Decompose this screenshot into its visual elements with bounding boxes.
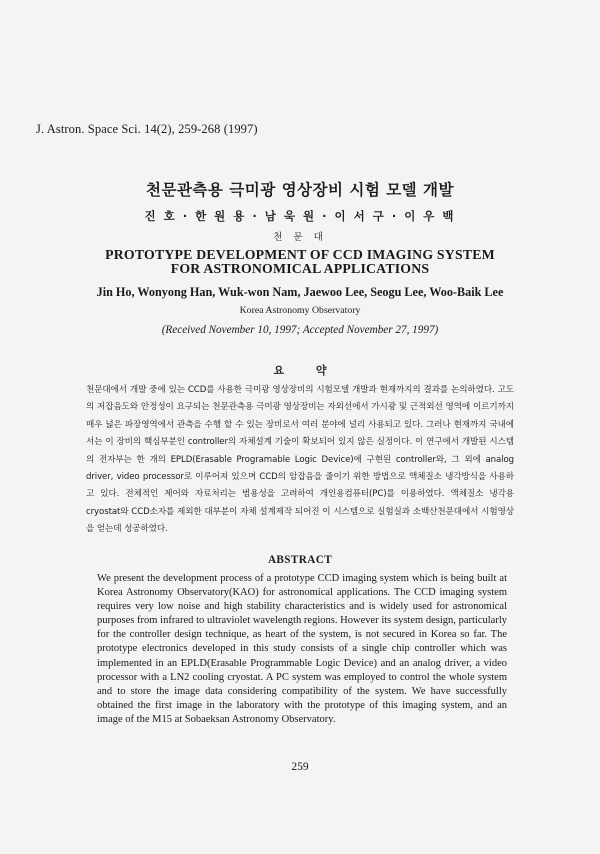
english-title <box>0 248 600 276</box>
english-abstract-body: We present the development process of a prototype CCD imaging system which is being built at Korea Astronomy Observatory(KAO) for astronomical applications. The CCD imaging system requires very low noise and high stability characteristics and is widely used for astronomical purposes from infrared to ultraviolet wavelength regions. However its system design, particularly for the controller design technique, as heart of the system, is not secured in Korea so far. The prototype electronics developed in this study consists of a single chip controller which was implemented in an EPLD(Erasable Programmable Logic Device) and an analog driver, a video processor with a LN2 cooling cryostat. A PC system was employed to control the whole system and to store the image data considering compatibility of the system. We have successfully obtained the first image in the laboratory with the prototype of this imaging system, and an image of the M15 at Sobaeksan Astronomy Observatory. <box>97 573 507 725</box>
english-authors: Jin Ho, Wonyong Han, Wuk-won Nam, Jaewoo Lee, Seogu Lee, Woo-Baik Lee <box>96 285 504 299</box>
english-title-line-2: FOR ASTRONOMICAL APPLICATIONS <box>170 261 430 276</box>
english-title-line-1: PROTOTYPE DEVELOPMENT OF CCD IMAGING SYSTEM <box>105 247 495 262</box>
korean-abstract-heading: 요 약 <box>273 364 341 377</box>
korean-abstract-body: 천문대에서 개발 중에 있는 CCD를 사용한 극미광 영상장비의 시험모델 개발과 현재까지의 결과를 논의하였다. 고도의 저잡음도와 안정성이 요구되는 천문관측용 극미광 영상장비는 자외선에서 가시광 및 근적외선 영역에 이르기까지 매우 넓은 파장영역에서 관측을 수행 할 수 있는 장비로서 여러 분야에 널리 사용되고 있다. 그러나 현재까지 국내에서는 이 장비의 핵심부분인 controller의 자체설계 기술이 확보되어 있지 않은 실정이다. 이 연구에서 개발된 시스템의 전자부는 한 개의 EPLD(Erasable Programable Logic Device)에 구현된 controller와, 그 외에 analog driver, video processor로 이루어져 있으며 CCD의 암잡음을 줄이기 위한 방법으로 액체질소 냉각방식을 사용하고 있다. 전체적인 제어와 자료처리는 범용성을 고려하여 개인용컴퓨터(PC)를 이용하였다. 액체질소 냉각용 cryostat와 CCD소자를 제외한 대부분이 자체 설계제작 되어진 이 시스템으로 실험실과 소백산천문대에서 시험영상을 얻는데 성공하였다. <box>86 385 514 535</box>
page-number: 259 <box>291 761 309 773</box>
korean-title: 천문관측용 극미광 영상장비 시험 모델 개발 <box>146 181 454 199</box>
english-affiliation: Korea Astronomy Observatory <box>239 305 361 316</box>
english-abstract-heading: ABSTRACT <box>267 554 333 566</box>
journal-citation: J. Astron. Space Sci. 14(2), 259-268 (1997) <box>36 122 258 136</box>
korean-authors: 진 호 · 한 원 용 · 남 욱 원 · 이 서 구 · 이 우 백 <box>144 209 456 223</box>
korean-affiliation: 천 문 대 <box>273 232 327 243</box>
received-dates: (Received November 10, 1997; Accepted November 27, 1997) <box>161 324 439 336</box>
